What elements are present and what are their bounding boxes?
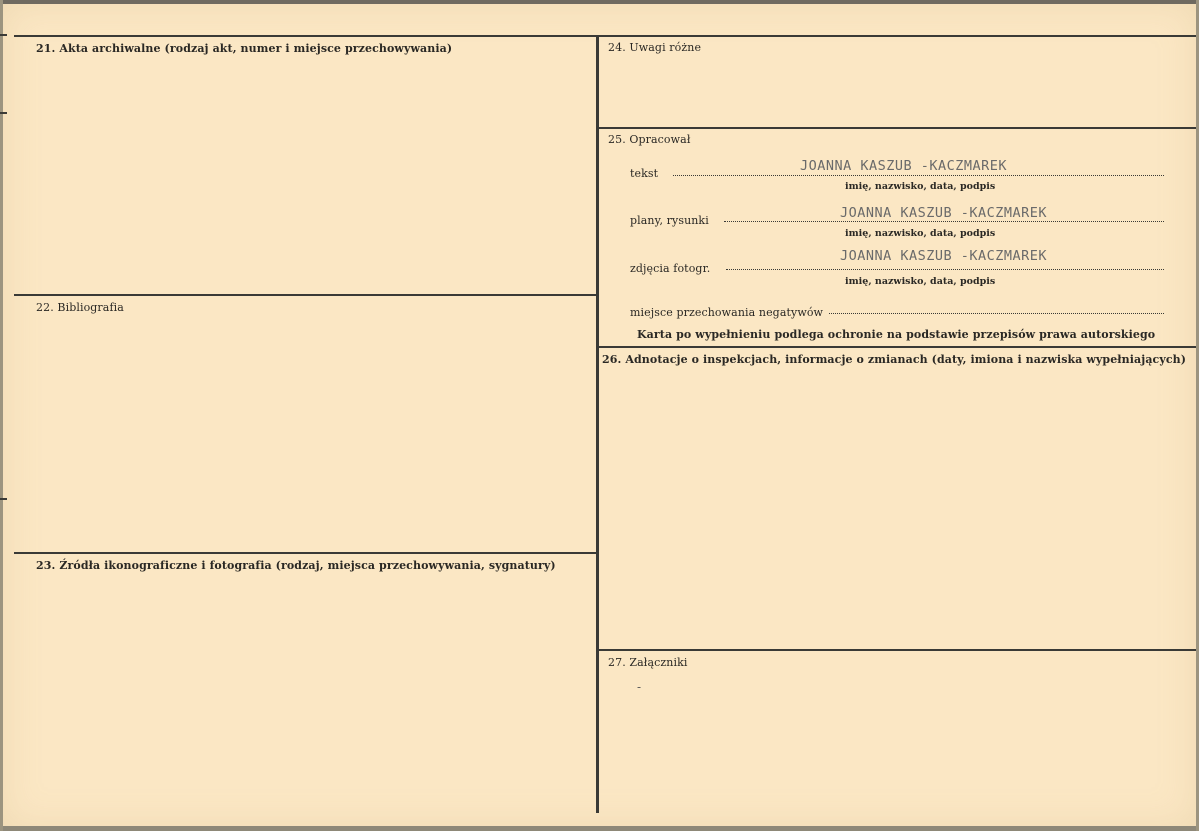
tekst-caption: imię, nazwisko, data, podpis <box>845 181 996 192</box>
center-divider <box>596 37 599 813</box>
section-26-heading: 26. Adnotacje o inspekcjach, informacje o zmianach (daty, imiona i nazwiska wypełniających) <box>602 353 1187 366</box>
divider-26-27 <box>598 649 1196 651</box>
section-22-heading: 22. Bibliografia <box>36 301 124 314</box>
divider-24-25 <box>598 127 1196 129</box>
copyright-notice: Karta po wypełnieniu podlega ochronie na podstawie przepisów prawa autorskiego <box>637 328 1156 341</box>
zdjecia-label: zdjęcia fotogr. <box>630 262 711 275</box>
margin-tick <box>0 34 7 36</box>
plany-caption: imię, nazwisko, data, podpis <box>845 228 996 239</box>
divider-21-22 <box>14 294 598 296</box>
margin-tick <box>0 498 7 500</box>
divider-25-26 <box>598 346 1196 348</box>
section-27-heading: 27. Załączniki <box>608 656 688 669</box>
plany-label: plany, rysunki <box>630 214 709 227</box>
section-21-heading: 21. Akta archiwalne (rodzaj akt, numer i miejsce przechowywania) <box>36 42 453 55</box>
tekst-label: tekst <box>630 167 659 180</box>
negatywy-line <box>829 313 1164 314</box>
plany-signature-line <box>724 221 1164 222</box>
margin-tick <box>0 112 7 114</box>
card-bottom-edge <box>0 826 1199 831</box>
attachment-pencil-mark: - <box>637 680 642 694</box>
zdjecia-signature-stamp: JOANNA KASZUB -KACZMAREK <box>840 248 1048 264</box>
plany-signature-stamp: JOANNA KASZUB -KACZMAREK <box>840 205 1048 221</box>
section-24-heading: 24. Uwagi różne <box>608 41 702 54</box>
tekst-signature-stamp: JOANNA KASZUB -KACZMAREK <box>800 158 1008 174</box>
section-25-heading: 25. Opracował <box>608 133 691 146</box>
card-left-edge <box>0 0 3 831</box>
card-top-edge <box>0 0 1199 4</box>
tekst-signature-line <box>673 175 1164 176</box>
zdjecia-caption: imię, nazwisko, data, podpis <box>845 276 996 287</box>
zdjecia-signature-line <box>726 269 1164 270</box>
top-rule <box>14 35 1196 37</box>
section-23-heading: 23. Źródła ikonograficzne i fotografia (rodzaj, miejsca przechowywania, sygnatury) <box>36 559 556 572</box>
divider-22-23 <box>14 552 598 554</box>
negatywy-label: miejsce przechowania negatywów <box>630 306 824 319</box>
